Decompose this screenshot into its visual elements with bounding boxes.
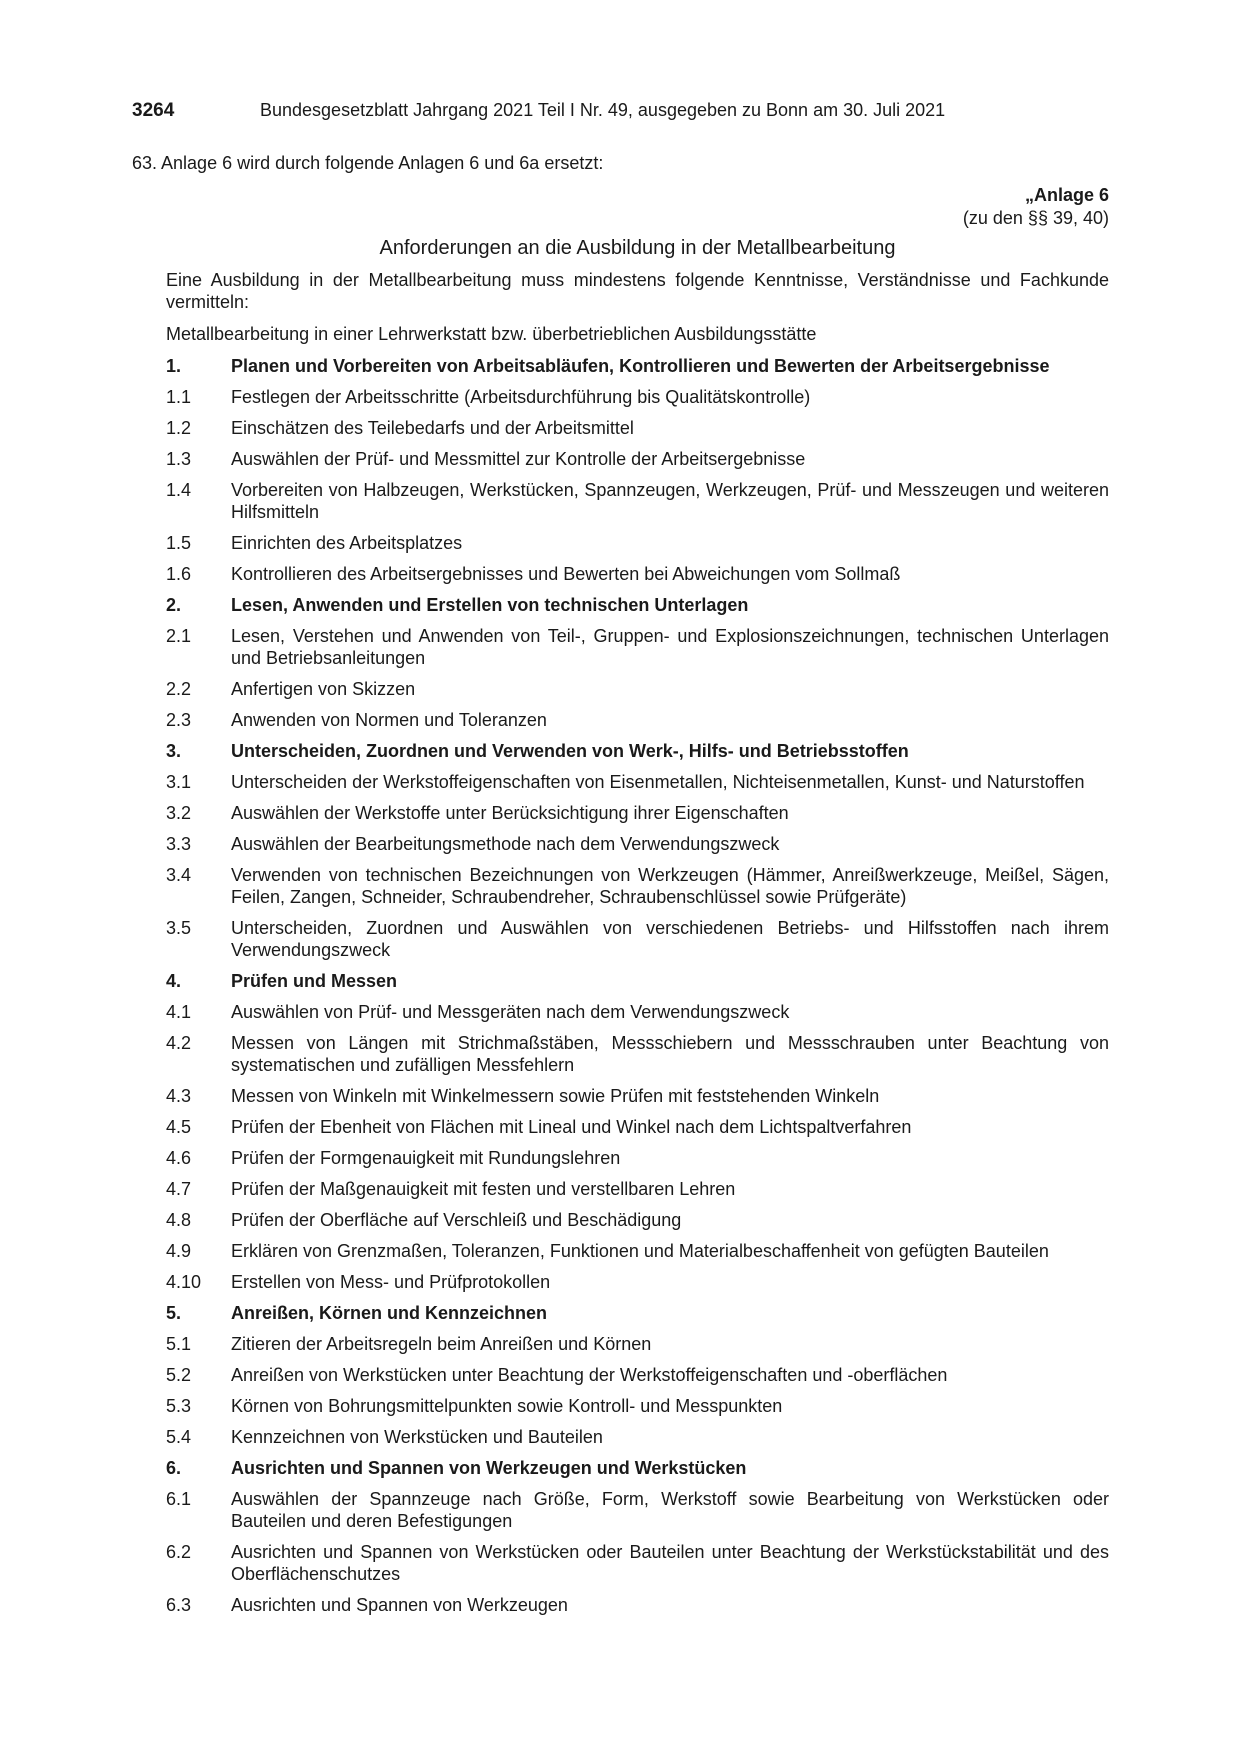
list-item bbox=[166, 864, 1109, 908]
item-number: 5.1 bbox=[166, 1334, 192, 1354]
item-number: 2.2 bbox=[166, 679, 192, 699]
list-item bbox=[166, 1001, 1109, 1023]
list-item bbox=[166, 917, 1109, 961]
item-number: 1.2 bbox=[166, 418, 192, 438]
item-text: Auswählen von Prüf- und Messgeräten nach dem Verwendungszweck bbox=[231, 1002, 790, 1022]
item-number: 1.1 bbox=[166, 387, 192, 407]
annex-title: „Anlage 6 bbox=[1024, 185, 1109, 205]
list-section-heading bbox=[166, 594, 1109, 616]
item-text: Planen und Vorbereiten von Arbeitsabläufen, Kontrollieren und Bewerten der Arbeitsergebnisse bbox=[231, 356, 1050, 376]
item-number: 1. bbox=[166, 356, 182, 376]
list-item bbox=[166, 678, 1109, 700]
list-item bbox=[166, 709, 1109, 731]
item-text: Lesen, Verstehen und Anwenden von Teil-, Gruppen- und Explosionszeichnungen, technischen Unterlagen und Betriebsanleitungen bbox=[231, 626, 1109, 668]
document-title: Anforderungen an die Ausbildung in der Metallbearbeitung bbox=[379, 237, 896, 259]
list-section-heading bbox=[166, 1302, 1109, 1324]
item-text: Zitieren der Arbeitsregeln beim Anreißen und Körnen bbox=[231, 1334, 652, 1354]
item-text: Körnen von Bohrungsmittelpunkten sowie Kontroll- und Messpunkten bbox=[231, 1396, 783, 1416]
item-text: Auswählen der Prüf- und Messmittel zur Kontrolle der Arbeitsergebnisse bbox=[231, 449, 806, 469]
item-text: Verwenden von technischen Bezeichnungen von Werkzeugen (Hämmer, Anreißwerkzeuge, Meißel, Sägen, Feilen, Zangen, Schneider, Schraubendreher, Schraubenschlüssel sowie Prüfgeräte) bbox=[231, 865, 1109, 907]
item-text: Prüfen der Oberfläche auf Verschleiß und Beschädigung bbox=[231, 1210, 682, 1230]
list-section-heading bbox=[166, 355, 1109, 377]
item-text: Unterscheiden der Werkstoffeigenschaften von Eisenmetallen, Nichteisenmetallen, Kunst- und Naturstoffen bbox=[231, 772, 1085, 792]
list-item bbox=[166, 1085, 1109, 1107]
list-item bbox=[166, 1147, 1109, 1169]
item-number: 4.3 bbox=[166, 1086, 192, 1106]
item-text: Unterscheiden, Zuordnen und Verwenden von Werk-, Hilfs- und Betriebsstoffen bbox=[231, 741, 909, 761]
item-number: 5. bbox=[166, 1303, 182, 1323]
list-item bbox=[166, 479, 1109, 523]
item-number: 1.6 bbox=[166, 564, 192, 584]
list-item bbox=[166, 1594, 1109, 1616]
item-text: Prüfen der Ebenheit von Flächen mit Lineal und Winkel nach dem Lichtspaltverfahren bbox=[231, 1117, 912, 1137]
publication-line: Bundesgesetzblatt Jahrgang 2021 Teil I Nr. 49, ausgegeben zu Bonn am 30. Juli 2021 bbox=[260, 100, 946, 120]
list-item bbox=[166, 802, 1109, 824]
page-number: 3264 bbox=[132, 100, 175, 121]
list-item bbox=[166, 417, 1109, 439]
item-number: 4.7 bbox=[166, 1179, 192, 1199]
page-header bbox=[132, 100, 945, 122]
item-number: 4.9 bbox=[166, 1241, 192, 1261]
item-text: Auswählen der Bearbeitungsmethode nach dem Verwendungszweck bbox=[231, 834, 780, 854]
preamble: Eine Ausbildung in der Metallbearbeitung muss mindestens folgende Kenntnisse, Verständnisse und Fachkunde vermitteln: bbox=[166, 270, 1109, 312]
item-text: Unterscheiden, Zuordnen und Auswählen von verschiedenen Betriebs- und Hilfsstoffen nach ihrem Verwendungszweck bbox=[231, 918, 1109, 960]
item-text: Ausrichten und Spannen von Werkstücken oder Bauteilen unter Beachtung der Werkstückstabilität und des Oberflächenschutzes bbox=[231, 1542, 1109, 1584]
list-item bbox=[166, 1541, 1109, 1585]
list-section-heading bbox=[166, 970, 1109, 992]
list-item bbox=[166, 1488, 1109, 1532]
list-item bbox=[166, 448, 1109, 470]
item-number: 4.6 bbox=[166, 1148, 192, 1168]
item-number: 6.1 bbox=[166, 1489, 192, 1509]
list-item bbox=[166, 833, 1109, 855]
item-text: Ausrichten und Spannen von Werkzeugen und Werkstücken bbox=[231, 1458, 747, 1478]
item-number: 2.3 bbox=[166, 710, 192, 730]
item-text: Erstellen von Mess- und Prüfprotokollen bbox=[231, 1272, 551, 1292]
item-number: 4. bbox=[166, 971, 182, 991]
list-item bbox=[166, 1426, 1109, 1448]
list-item bbox=[166, 1364, 1109, 1386]
item-number: 4.2 bbox=[166, 1033, 192, 1053]
list-item bbox=[166, 532, 1109, 554]
list-item bbox=[166, 625, 1109, 669]
list-item bbox=[166, 1395, 1109, 1417]
list-item bbox=[166, 771, 1109, 793]
list-item bbox=[166, 563, 1109, 585]
item-text: Kennzeichnen von Werkstücken und Bauteilen bbox=[231, 1427, 603, 1447]
item-number: 3.2 bbox=[166, 803, 192, 823]
item-text: Ausrichten und Spannen von Werkzeugen bbox=[231, 1595, 568, 1615]
item-number: 6.3 bbox=[166, 1595, 192, 1615]
item-text: Auswählen der Werkstoffe unter Berücksichtigung ihrer Eigenschaften bbox=[231, 803, 789, 823]
annex-label bbox=[963, 184, 1109, 230]
item-number: 1.3 bbox=[166, 449, 192, 469]
item-text: Anreißen von Werkstücken unter Beachtung der Werkstoffeigenschaften und -oberflächen bbox=[231, 1365, 948, 1385]
item-text: Prüfen der Formgenauigkeit mit Rundungslehren bbox=[231, 1148, 621, 1168]
list-item bbox=[166, 1032, 1109, 1076]
item-number: 5.4 bbox=[166, 1427, 192, 1447]
item-number: 3. bbox=[166, 741, 182, 761]
list-item bbox=[166, 1178, 1109, 1200]
item-number: 2.1 bbox=[166, 626, 192, 646]
item-number: 5.2 bbox=[166, 1365, 192, 1385]
section-subheading: Metallbearbeitung in einer Lehrwerkstatt bzw. überbetrieblichen Ausbildungsstätte bbox=[166, 324, 817, 344]
list-section-heading bbox=[166, 1457, 1109, 1479]
item-number: 4.8 bbox=[166, 1210, 192, 1230]
item-text: Einschätzen des Teilebedarfs und der Arbeitsmittel bbox=[231, 418, 634, 438]
list-section-heading bbox=[166, 740, 1109, 762]
item-number: 3.4 bbox=[166, 865, 192, 885]
list-item bbox=[166, 1240, 1109, 1262]
item-number: 6. bbox=[166, 1458, 182, 1478]
list-item bbox=[166, 1209, 1109, 1231]
item-text: Lesen, Anwenden und Erstellen von technischen Unterlagen bbox=[231, 595, 749, 615]
item-text: Kontrollieren des Arbeitsergebnisses und Bewerten bei Abweichungen vom Sollmaß bbox=[231, 564, 901, 584]
item-number: 5.3 bbox=[166, 1396, 192, 1416]
item-number: 4.1 bbox=[166, 1002, 192, 1022]
item-number: 2. bbox=[166, 595, 182, 615]
item-text: Festlegen der Arbeitsschritte (Arbeitsdurchführung bis Qualitätskontrolle) bbox=[231, 387, 811, 407]
annex-reference: (zu den §§ 39, 40) bbox=[962, 208, 1109, 228]
item-number: 1.5 bbox=[166, 533, 192, 553]
list-item bbox=[166, 386, 1109, 408]
list-item bbox=[166, 1333, 1109, 1355]
item-text: Anwenden von Normen und Toleranzen bbox=[231, 710, 547, 730]
item-number: 6.2 bbox=[166, 1542, 192, 1562]
item-text: Messen von Längen mit Strichmaßstäben, Messschiebern und Messschrauben unter Beachtung von systematischen und zufälligen Messfehlern bbox=[231, 1033, 1109, 1075]
list-item bbox=[166, 1271, 1109, 1293]
requirements-list bbox=[166, 355, 1109, 1625]
item-text: Auswählen der Spannzeuge nach Größe, Form, Werkstoff sowie Bearbeitung von Werkstücken oder Bauteilen und deren Befestigungen bbox=[231, 1489, 1109, 1531]
item-text: Anreißen, Körnen und Kennzeichnen bbox=[231, 1303, 548, 1323]
item-number: 3.5 bbox=[166, 918, 192, 938]
item-number: 4.10 bbox=[166, 1272, 202, 1292]
amendment-intro: 63. Anlage 6 wird durch folgende Anlagen 6 und 6a ersetzt: bbox=[132, 153, 604, 173]
item-text: Prüfen der Maßgenauigkeit mit festen und verstellbaren Lehren bbox=[231, 1179, 736, 1199]
item-number: 3.1 bbox=[166, 772, 192, 792]
list-item bbox=[166, 1116, 1109, 1138]
item-text: Messen von Winkeln mit Winkelmessern sowie Prüfen mit feststehenden Winkeln bbox=[231, 1086, 880, 1106]
item-text: Anfertigen von Skizzen bbox=[231, 679, 416, 699]
item-number: 1.4 bbox=[166, 480, 192, 500]
item-text: Vorbereiten von Halbzeugen, Werkstücken, Spannzeugen, Werkzeugen, Prüf- und Messzeugen und weiteren Hilfsmitteln bbox=[231, 480, 1109, 522]
item-text: Prüfen und Messen bbox=[231, 971, 398, 991]
item-text: Erklären von Grenzmaßen, Toleranzen, Funktionen und Materialbeschaffenheit von gefügten Bauteilen bbox=[231, 1241, 1049, 1261]
item-text: Einrichten des Arbeitsplatzes bbox=[231, 533, 463, 553]
item-number: 3.3 bbox=[166, 834, 192, 854]
item-number: 4.5 bbox=[166, 1117, 192, 1137]
